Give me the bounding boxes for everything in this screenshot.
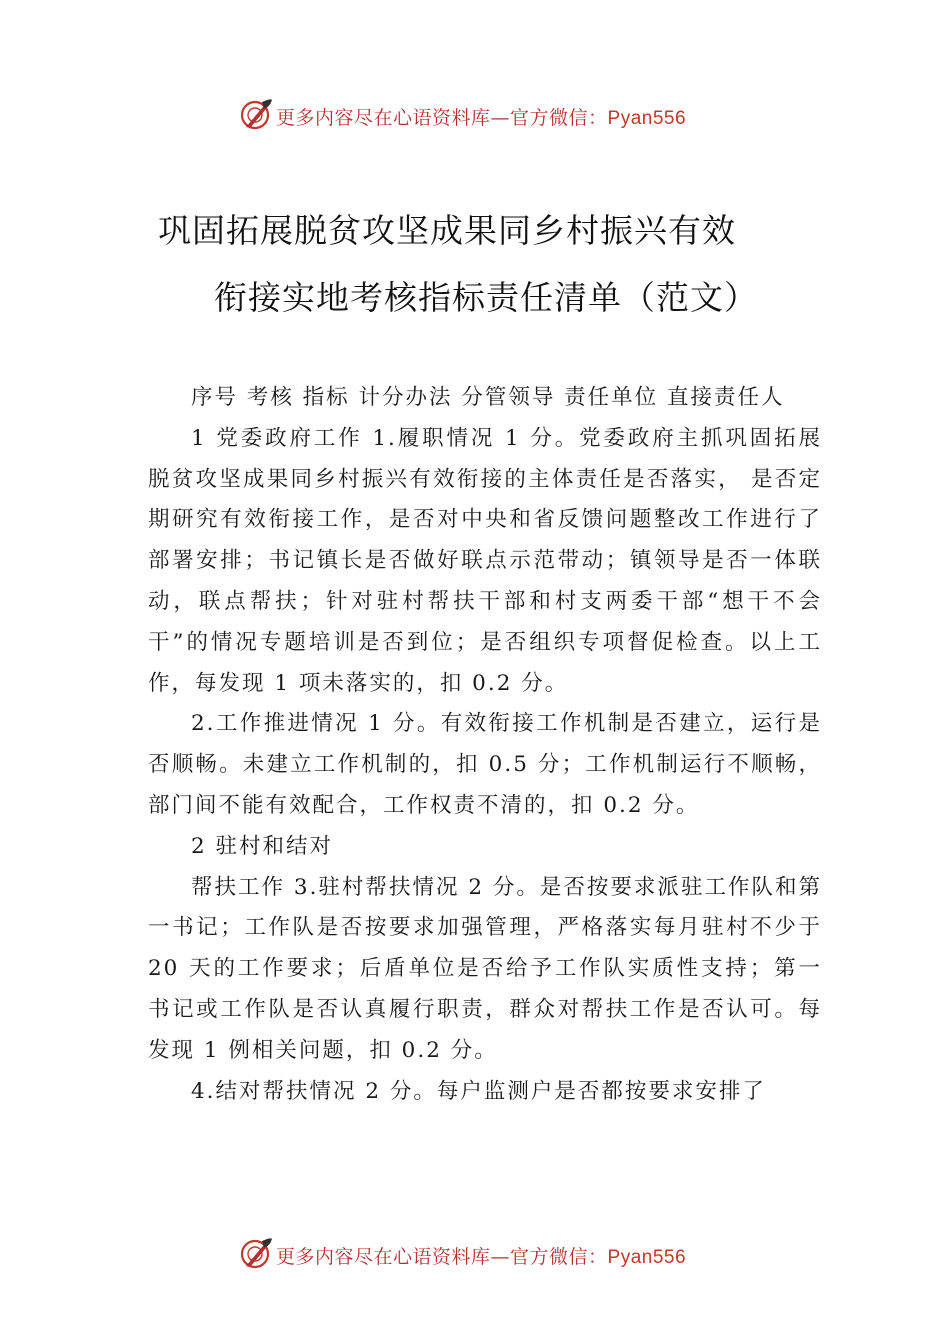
paragraph: 序号 考核 指标 计分办法 分管领导 责任单位 直接责任人: [191, 385, 785, 410]
paragraph: 2.工作推进情况 1 分。有效衔接工作机制是否建立，运行是否顺畅。未建立工作机制的，扣 0.5 分；工作机制运行不顺畅，部门间不能有效配合，工作权责不清的，扣 0.2 分。: [148, 711, 822, 818]
wechat-id: Pyan556: [607, 108, 687, 129]
header-banner: [0, 94, 950, 134]
paragraph: 帮扶工作 3.驻村帮扶情况 2 分。是否按要求派驻工作队和第一书记；工作队是否按要求加强管理，严格落实每月驻村不少于 20 天的工作要求；后盾单位是否给予工作队实质性支持；第一书记或工作队是否认真履行职责，群众对帮扶工作是否认可。每发现 1 例相关问题，扣 0.2 分。: [148, 874, 822, 1063]
paragraph: 2 驻村和结对: [191, 833, 334, 859]
quill-logo-icon: [238, 96, 274, 132]
quill-logo-icon: [238, 1235, 274, 1271]
banner-text: 更多内容尽在心语资料库—官方微信：Pyan556: [276, 107, 687, 129]
document-title-line-2: 衔接实地考核指标责任清单（范文）: [214, 278, 758, 317]
footer-banner: [0, 1233, 950, 1273]
wechat-id: Pyan556: [607, 1247, 687, 1268]
banner-text: 更多内容尽在心语资料库—官方微信：Pyan556: [276, 1246, 687, 1268]
paragraph: 4.结对帮扶情况 2 分。每户监测户是否都按要求安排了: [191, 1078, 766, 1104]
paragraph: 1 党委政府工作 1.履职情况 1 分。党委政府主抓巩固拓展脱贫攻坚成果同乡村振兴有效衔接的主体责任是否落实， 是否定期研究有效衔接工作，是否对中央和省反馈问题整改工作进行了部署安排；书记镇长是否做好联点示范带动；镇领导是否一体联动，联点帮扶；针对驻村帮扶干部和村支两委干部“想干不会干”的情况专题培训是否到位；是否组织专项督促检查。以上工作，每发现 1 项未落实的，扣 0.2 分。: [148, 425, 822, 696]
document-body: [148, 378, 822, 1112]
document-title-line-1: 巩固拓展脱贫攻坚成果同乡村振兴有效: [158, 211, 736, 250]
